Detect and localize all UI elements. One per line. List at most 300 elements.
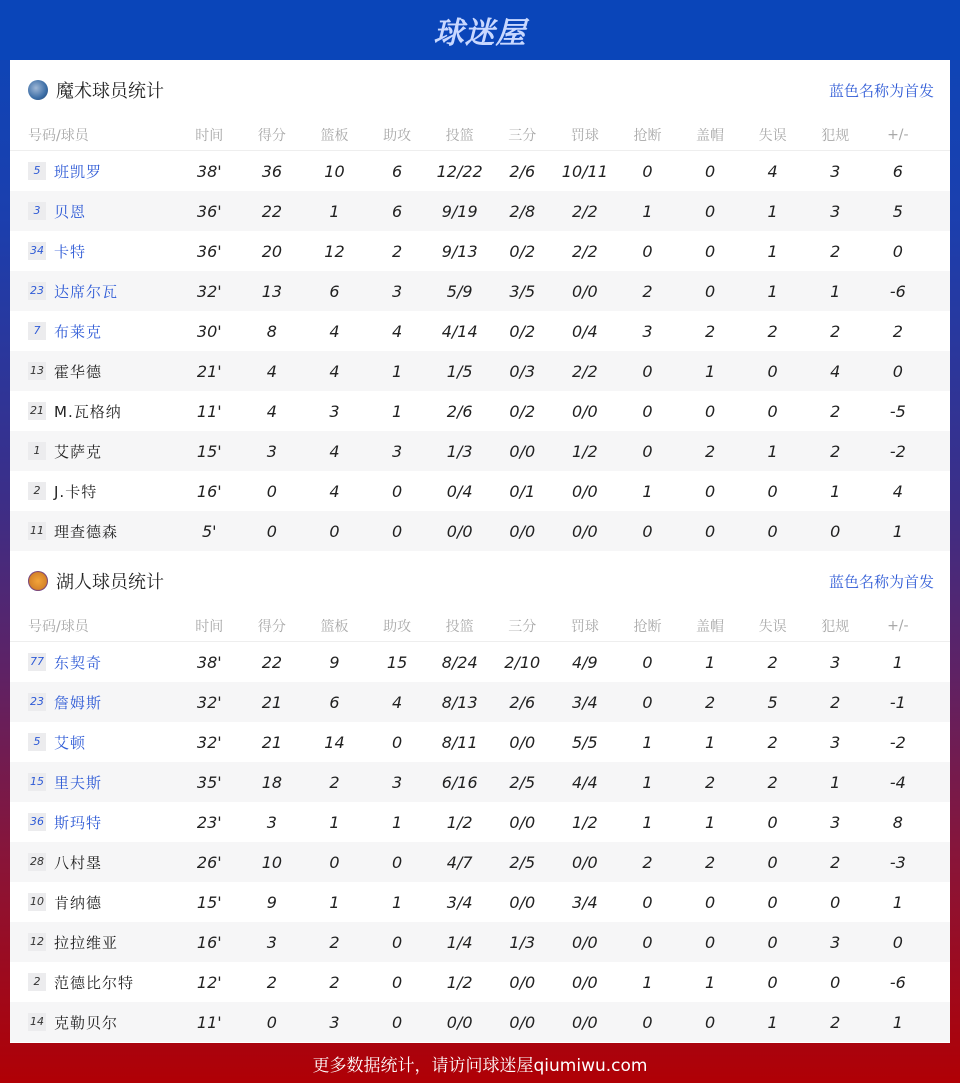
stat-cell: 6 [391, 201, 403, 221]
top-banner [0, 0, 960, 60]
magic-logo-icon [28, 80, 48, 100]
table-row [10, 802, 950, 842]
stat-cell: 2/5 [509, 772, 536, 792]
stat-cell: 16' [196, 481, 222, 501]
stat-cell: 0 [704, 932, 716, 952]
stat-cell: 0 [391, 481, 403, 501]
stat-cell: 22 [261, 652, 283, 672]
stat-cell: 1 [391, 812, 403, 832]
stat-cell: 0 [642, 401, 653, 421]
stat-cell: 0/0 [509, 972, 536, 992]
stat-cell: 6 [329, 692, 340, 712]
stat-cell: 3/5 [509, 281, 536, 301]
player-name[interactable]: 班凯罗 [54, 162, 103, 181]
stat-cell: 1 [767, 201, 778, 221]
stat-cell: 35' [196, 772, 222, 792]
player-cell [10, 852, 178, 873]
stat-cell: 0 [767, 481, 778, 501]
stat-cell: 10 [324, 161, 345, 181]
stat-cell: 0 [642, 652, 653, 672]
stat-cell: 0 [892, 361, 903, 381]
stat-cell: 12/22 [436, 161, 483, 181]
player-name[interactable]: 拉拉维亚 [54, 933, 119, 952]
stat-cell: 0/2 [509, 241, 536, 261]
stat-cell: 22 [261, 201, 283, 221]
footer-banner [0, 1043, 960, 1083]
stat-cell: 13 [261, 281, 283, 301]
jersey-number: 10 [28, 893, 46, 911]
stat-cell: 2 [329, 772, 340, 792]
stat-cell: 0 [704, 281, 716, 301]
stat-cell: 1 [704, 361, 716, 381]
player-cell [10, 521, 178, 542]
stat-cell: 0 [704, 892, 716, 912]
stat-cell: 1 [830, 481, 841, 501]
stat-cell: 0 [830, 892, 841, 912]
stat-cell: 18 [261, 772, 283, 792]
stat-cell: 1 [892, 521, 903, 541]
stat-cell: 2/2 [571, 361, 598, 381]
stat-cell: 2/6 [509, 692, 536, 712]
column-header: 助攻 [383, 619, 412, 635]
stat-cell: 1 [892, 892, 903, 912]
column-header: 犯规 [821, 128, 850, 144]
player-cell [10, 732, 178, 753]
player-name[interactable]: 东契奇 [54, 653, 103, 672]
stats-card [10, 60, 950, 1043]
stat-cell: 1 [767, 241, 778, 261]
column-header: 号码/球员 [28, 619, 89, 635]
player-cell [10, 161, 178, 182]
table-row [10, 842, 950, 882]
stat-cell: 1 [830, 281, 841, 301]
stat-cell: 4/9 [571, 652, 598, 672]
stat-cell: 0/0 [509, 812, 536, 832]
stat-cell: 4 [329, 441, 340, 461]
stat-cell: 1/4 [446, 932, 473, 952]
stat-cell: 32' [196, 692, 222, 712]
player-cell [10, 321, 178, 342]
stat-cell: 0/1 [509, 481, 536, 501]
stat-cell: 2/8 [509, 201, 536, 221]
stat-cell: -2 [889, 732, 906, 752]
stat-cell: 1 [767, 281, 778, 301]
stat-cell: 38' [196, 652, 222, 672]
stat-cell: 0 [266, 1012, 277, 1032]
stat-cell: 3 [329, 1012, 340, 1032]
jersey-number: 21 [28, 402, 46, 420]
jersey-number: 28 [28, 853, 46, 871]
player-cell [10, 932, 178, 953]
player-name[interactable]: 卡特 [54, 242, 87, 261]
stat-cell: 32' [196, 281, 222, 301]
team-title [28, 77, 164, 103]
player-name[interactable]: 肯纳德 [54, 893, 103, 912]
stat-cell: 1 [642, 972, 653, 992]
lakers-section [10, 551, 950, 1042]
stat-cell: 3 [391, 441, 403, 461]
section-header [10, 551, 950, 611]
player-cell [10, 1012, 178, 1033]
stat-cell: 16' [196, 932, 222, 952]
player-name[interactable]: 斯玛特 [54, 813, 103, 832]
stat-cell: -2 [889, 441, 906, 461]
stat-cell: 2 [830, 321, 841, 341]
column-header: +/- [887, 127, 909, 143]
column-header: 盖帽 [696, 128, 725, 144]
section-header [10, 60, 950, 120]
jersey-number: 13 [28, 362, 46, 380]
table-row [10, 391, 950, 431]
stat-cell: 0 [704, 401, 716, 421]
column-header: 罚球 [570, 619, 599, 635]
stat-cell: 38' [196, 161, 222, 181]
stat-cell: 1/2 [571, 441, 598, 461]
stat-cell: 0/0 [509, 1012, 536, 1032]
stat-cell: 1 [329, 201, 340, 221]
column-header: 投篮 [445, 128, 474, 144]
stat-cell: 1/2 [446, 812, 473, 832]
team-name: 魔术球员统计 [56, 81, 164, 102]
stat-cell: 0/0 [571, 852, 598, 872]
stat-cell: 0/0 [571, 521, 598, 541]
stat-cell: 0/0 [571, 281, 598, 301]
stat-cell: 2 [704, 772, 716, 792]
player-cell [10, 772, 178, 793]
stat-cell: -1 [889, 692, 906, 712]
stat-cell: 2 [830, 401, 841, 421]
player-name[interactable]: 范德比尔特 [54, 973, 135, 992]
stat-cell: 5 [767, 692, 778, 712]
stat-cell: 2/10 [504, 652, 541, 672]
stat-cell: 0/3 [509, 361, 536, 381]
column-header: 失误 [758, 619, 787, 635]
stat-cell: 2 [830, 1012, 841, 1032]
jersey-number: 34 [28, 242, 46, 260]
stat-cell: 4 [391, 692, 403, 712]
stat-cell: 0/2 [509, 401, 536, 421]
stat-cell: 2 [704, 852, 716, 872]
stat-cell: 0/4 [446, 481, 473, 501]
stat-cell: 1 [642, 812, 653, 832]
jersey-number: 11 [28, 522, 46, 540]
stat-cell: 0 [767, 401, 778, 421]
stat-cell: 0 [892, 932, 903, 952]
stat-cell: 0 [704, 521, 716, 541]
stat-cell: 1 [892, 652, 903, 672]
player-name[interactable]: J.卡特 [54, 482, 98, 501]
stat-cell: 0/0 [509, 892, 536, 912]
stat-cell: 2 [830, 852, 841, 872]
stat-cell: 0 [391, 732, 403, 752]
player-cell [10, 892, 178, 913]
stat-cell: 26' [196, 852, 222, 872]
table-row [10, 431, 950, 471]
player-name[interactable]: M.瓦格纳 [54, 402, 122, 421]
stat-cell: 10/11 [561, 161, 608, 181]
stat-cell: 12' [196, 972, 222, 992]
stat-cell: 0 [830, 521, 841, 541]
stat-cell: 8 [892, 812, 903, 832]
team-title [28, 568, 164, 594]
stat-cell: 0 [642, 932, 653, 952]
stat-cell: 0 [767, 812, 778, 832]
table-row [10, 231, 950, 271]
player-name[interactable]: 艾顿 [54, 733, 87, 752]
stat-cell: 0 [329, 852, 340, 872]
stat-cell: 0/0 [509, 521, 536, 541]
stat-cell: 3/4 [571, 692, 598, 712]
stat-cell: 4 [329, 321, 340, 341]
table-row [10, 271, 950, 311]
stat-cell: 0 [892, 241, 903, 261]
stat-cell: 4 [266, 401, 277, 421]
stat-cell: 0/0 [446, 1012, 473, 1032]
column-header: 犯规 [821, 619, 850, 635]
table-header [10, 611, 950, 642]
stat-cell: 3 [329, 401, 340, 421]
stat-cell: 30' [196, 321, 222, 341]
jersey-number: 14 [28, 1013, 46, 1031]
stat-cell: 0 [329, 521, 340, 541]
stat-cell: 4/7 [446, 852, 473, 872]
stat-cell: 0/0 [446, 521, 473, 541]
stat-cell: 1 [704, 652, 716, 672]
player-cell [10, 812, 178, 833]
jersey-number: 23 [28, 282, 46, 300]
stat-cell: 3 [266, 932, 277, 952]
stat-cell: 1/3 [446, 441, 473, 461]
stat-cell: 6/16 [441, 772, 478, 792]
player-name[interactable]: 贝恩 [54, 202, 87, 221]
stat-cell: 0 [704, 1012, 716, 1032]
stat-cell: 3 [642, 321, 653, 341]
stat-cell: 0 [391, 972, 403, 992]
stat-cell: 14 [324, 732, 345, 752]
table-row [10, 762, 950, 802]
player-name[interactable]: 达席尔瓦 [54, 282, 119, 301]
stat-cell: 2 [767, 772, 778, 792]
stat-cell: 6 [892, 161, 903, 181]
stat-cell: 0 [767, 932, 778, 952]
stat-cell: 8/24 [441, 652, 478, 672]
column-header: 抢断 [633, 619, 662, 635]
table-row [10, 311, 950, 351]
player-cell [10, 401, 178, 422]
stat-cell: 2 [704, 441, 716, 461]
stat-cell: 15 [386, 652, 408, 672]
stat-cell: 21 [261, 732, 283, 752]
stat-cell: 9/13 [441, 241, 478, 261]
jersey-number: 1 [28, 442, 46, 460]
stat-cell: 2 [266, 972, 277, 992]
column-header: 助攻 [383, 128, 412, 144]
stat-cell: 15' [196, 441, 222, 461]
stat-cell: 5/5 [571, 732, 598, 752]
stat-cell: 5' [202, 521, 217, 541]
column-header: 失误 [758, 128, 787, 144]
stat-cell: 2 [329, 972, 340, 992]
stat-cell: 1 [391, 892, 403, 912]
player-cell [10, 692, 178, 713]
stat-cell: 0 [767, 361, 778, 381]
stat-cell: 0/4 [571, 321, 598, 341]
stat-cell: 0 [767, 892, 778, 912]
player-name[interactable]: 八村塁 [54, 853, 103, 872]
stat-cell: 2 [767, 732, 778, 752]
stat-cell: -5 [889, 401, 906, 421]
stat-cell: 8/11 [441, 732, 478, 752]
table-row [10, 471, 950, 511]
stat-cell: 11' [196, 401, 222, 421]
stat-cell: 1 [704, 812, 716, 832]
stat-cell: 1 [704, 972, 716, 992]
stat-cell: 3 [266, 812, 277, 832]
stat-cell: 9 [329, 652, 340, 672]
jersey-number: 2 [28, 973, 46, 991]
stat-cell: 2 [830, 692, 841, 712]
table-row [10, 882, 950, 922]
stat-cell: 2 [704, 692, 716, 712]
player-name[interactable]: 布莱克 [54, 322, 103, 341]
stat-cell: 2 [391, 241, 403, 261]
player-name[interactable]: 艾萨克 [54, 442, 103, 461]
stat-cell: 1 [329, 892, 340, 912]
stat-cell: 3 [830, 201, 841, 221]
stat-cell: 2/2 [571, 201, 598, 221]
jersey-number: 23 [28, 693, 46, 711]
stat-cell: 4 [830, 361, 841, 381]
stat-cell: 0 [642, 1012, 653, 1032]
column-header: 得分 [257, 619, 286, 635]
player-name[interactable]: 詹姆斯 [54, 693, 103, 712]
stat-cell: 1/2 [446, 972, 473, 992]
stat-cell: 3 [391, 772, 403, 792]
stat-cell: 1 [329, 812, 340, 832]
stat-cell: 5 [892, 201, 903, 221]
column-header: 盖帽 [696, 619, 725, 635]
jersey-number: 2 [28, 482, 46, 500]
stat-cell: 2 [329, 932, 340, 952]
column-header: 三分 [508, 619, 537, 635]
table-row [10, 922, 950, 962]
stat-cell: 3 [391, 281, 403, 301]
stat-cell: 1 [642, 201, 653, 221]
player-cell [10, 652, 178, 673]
stat-cell: 2 [767, 321, 778, 341]
column-header: 投篮 [445, 619, 474, 635]
stat-cell: 0/0 [571, 972, 598, 992]
stat-cell: 0/0 [509, 732, 536, 752]
stat-cell: 0/2 [509, 321, 536, 341]
stat-cell: 36' [196, 201, 222, 221]
player-name[interactable]: 克勒贝尔 [54, 1013, 119, 1032]
column-header: 时间 [195, 128, 224, 144]
stat-cell: 1 [830, 772, 841, 792]
stat-cell: 1 [642, 772, 653, 792]
table-row [10, 1002, 950, 1042]
player-name[interactable]: 霍华德 [54, 362, 103, 381]
table-row [10, 351, 950, 391]
stat-cell: 0/0 [571, 481, 598, 501]
stat-cell: 21' [196, 361, 222, 381]
stat-cell: 36' [196, 241, 222, 261]
stat-cell: 0 [391, 1012, 403, 1032]
player-name[interactable]: 理查德森 [54, 522, 119, 541]
stat-cell: 0 [391, 521, 403, 541]
player-name[interactable]: 里夫斯 [54, 773, 103, 792]
stat-cell: 2/6 [446, 401, 473, 421]
column-header: 篮板 [320, 619, 349, 635]
column-header: 罚球 [570, 128, 599, 144]
stat-cell: 4/14 [441, 321, 478, 341]
stat-cell: 12 [324, 241, 345, 261]
column-header: 抢断 [633, 128, 662, 144]
stat-cell: 15' [196, 892, 222, 912]
stat-cell: 0 [642, 161, 653, 181]
stat-cell: 20 [261, 241, 283, 261]
stat-cell: 1 [767, 1012, 778, 1032]
stat-cell: 4 [892, 481, 903, 501]
player-cell [10, 241, 178, 262]
stat-cell: 0 [642, 521, 653, 541]
stat-cell: 32' [196, 732, 222, 752]
table-row [10, 191, 950, 231]
table-row [10, 642, 950, 682]
stat-cell: 8 [266, 321, 277, 341]
player-cell [10, 201, 178, 222]
stat-cell: 1/2 [571, 812, 598, 832]
stat-cell: 1 [767, 441, 778, 461]
stat-cell: 2 [642, 852, 653, 872]
stat-cell: 21 [261, 692, 283, 712]
stat-cell: 2 [704, 321, 716, 341]
player-cell [10, 481, 178, 502]
stat-cell: 0 [391, 932, 403, 952]
stat-cell: 1 [391, 361, 403, 381]
column-header: 三分 [508, 128, 537, 144]
stat-cell: 1 [642, 732, 653, 752]
stat-cell: -3 [889, 852, 906, 872]
stat-cell: 3 [830, 652, 841, 672]
magic-section [10, 60, 950, 551]
stat-cell: 2 [767, 652, 778, 672]
stat-cell: 0 [767, 521, 778, 541]
stat-cell: 2/6 [509, 161, 536, 181]
lakers-logo-icon [28, 571, 48, 591]
stat-cell: 0 [767, 852, 778, 872]
jersey-number: 12 [28, 933, 46, 951]
stat-cell: 23' [196, 812, 222, 832]
stat-cell: 2 [830, 441, 841, 461]
stat-cell: 2/5 [509, 852, 536, 872]
column-header: 篮板 [320, 128, 349, 144]
stat-cell: 0/0 [571, 1012, 598, 1032]
column-header: 号码/球员 [28, 128, 89, 144]
stat-cell: 4 [767, 161, 778, 181]
player-cell [10, 972, 178, 993]
stat-cell: 0/0 [571, 932, 598, 952]
column-header: 时间 [195, 619, 224, 635]
player-cell [10, 441, 178, 462]
jersey-number: 3 [28, 202, 46, 220]
stat-cell: 6 [391, 161, 403, 181]
stat-cell: -6 [889, 281, 906, 301]
stat-cell: 3/4 [446, 892, 473, 912]
stat-cell: 4 [266, 361, 277, 381]
table-header [10, 120, 950, 151]
stat-cell: 3 [830, 812, 841, 832]
